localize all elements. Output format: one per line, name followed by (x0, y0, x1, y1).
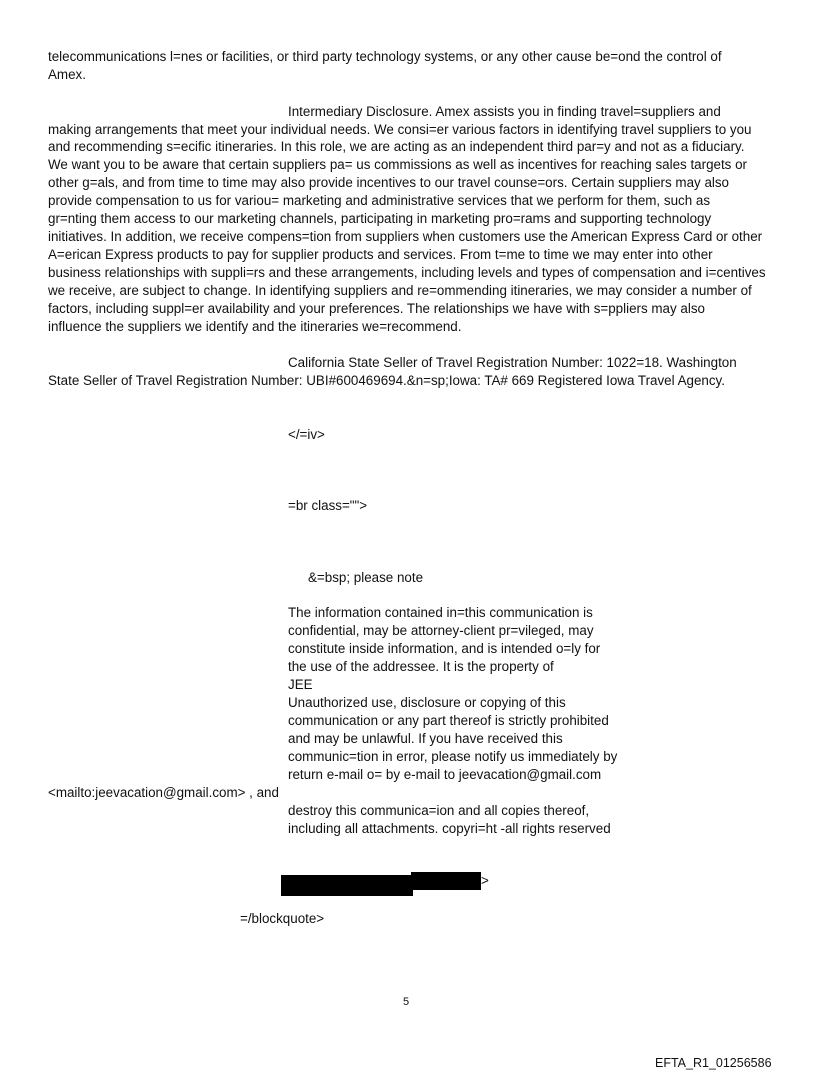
disclosure-line: We want you to be aware that certain suppliers pa= us commissions as well as incentives for reaching sales targets or (48, 157, 748, 172)
disclosure-line: business relationships with suppli=rs and these arrangements, including levels and types of compensation and i=centives (48, 265, 766, 280)
registration-line-2: State Seller of Travel Registration Number: UBI#600469694.&n=sp;Iowa: TA# 669 Registered Iowa Travel Agency. (48, 373, 725, 388)
div-close-tag: </=iv> (288, 427, 325, 442)
confidential-line: return e-mail o= by e-mail to jeevacation@gmail.com (288, 767, 602, 782)
disclosure-line: influence the suppliers we identify and the itineraries we=recommend. (48, 319, 462, 334)
disclosure-line: other g=als, and from time to time may also provide incentives to our travel counse=ors. Certain suppliers may also (48, 175, 730, 190)
disclosure-line: and recommending s=ecific itineraries. In this role, we are acting as an independent third par=y and not as a fiduciary. (48, 139, 745, 154)
disclosure-line: we receive, are subject to change. In identifying suppliers and re=ommending itineraries, we may consider a number of (48, 283, 752, 298)
disclosure-line: making arrangements that meet your individual needs. We consi=er various factors in identifying travel suppliers to you (48, 122, 752, 137)
disclosure-line: A=erican Express products to pay for supplier products and services. From t=me to time we may enter into other (48, 247, 713, 262)
page-number: 5 (403, 996, 410, 1008)
top-line-2: Amex. (48, 67, 86, 82)
br-tag: =br class=""> (288, 498, 368, 513)
redaction-box (411, 872, 481, 890)
redaction-box (281, 875, 413, 896)
registration-line-1: California State Seller of Travel Registration Number: 1022=18. Washington (288, 355, 737, 370)
mailto-line: <mailto:jeevacation@gmail.com> , and (48, 785, 279, 800)
confidential-line: confidential, may be attorney-client pr=vileged, may (288, 623, 594, 638)
confidential-line: and may be unlawful. If you have received this (288, 731, 563, 746)
disclosure-line: gr=nting them access to our marketing channels, participating in marketing pro=rams and supporting technology (48, 211, 712, 226)
disclosure-line: provide compensation to us for variou= marketing and administrative services that we perform for them, such as (48, 193, 711, 208)
document-id: EFTA_R1_01256586 (655, 1056, 772, 1070)
disclosure-line: initiatives. In addition, we receive compens=tion from suppliers when customers use the American Express Card or other (48, 229, 763, 244)
confidential-line: communication or any part thereof is strictly prohibited (288, 713, 609, 728)
closing-line: destroy this communica=ion and all copies thereof, (288, 803, 590, 818)
confidential-line: JEE (288, 677, 313, 692)
confidential-line: The information contained in=this communication is (288, 605, 593, 620)
confidential-line: communic=tion in error, please notify us immediately by (288, 749, 618, 764)
confidential-line: constitute inside information, and is intended o=ly for (288, 641, 601, 656)
closing-line: including all attachments. copyri=ht -all rights reserved (288, 821, 611, 836)
disclosure-line: factors, including suppl=er availability and your preferences. The relationships we have with s=ppliers may also (48, 301, 705, 316)
confidential-line: Unauthorized use, disclosure or copying of this (288, 695, 566, 710)
confidential-line: the use of the addressee. It is the property of (288, 659, 554, 674)
blockquote-close-tag: =/blockquote> (240, 911, 325, 926)
disclosure-first-line: Intermediary Disclosure. Amex assists you in finding travel=suppliers and (288, 104, 721, 119)
please-note: &=bsp; please note (308, 570, 424, 585)
redaction-tail: > (481, 873, 489, 888)
top-line-1: telecommunications l=nes or facilities, or third party technology systems, or any other cause be=ond the control of (48, 49, 722, 64)
